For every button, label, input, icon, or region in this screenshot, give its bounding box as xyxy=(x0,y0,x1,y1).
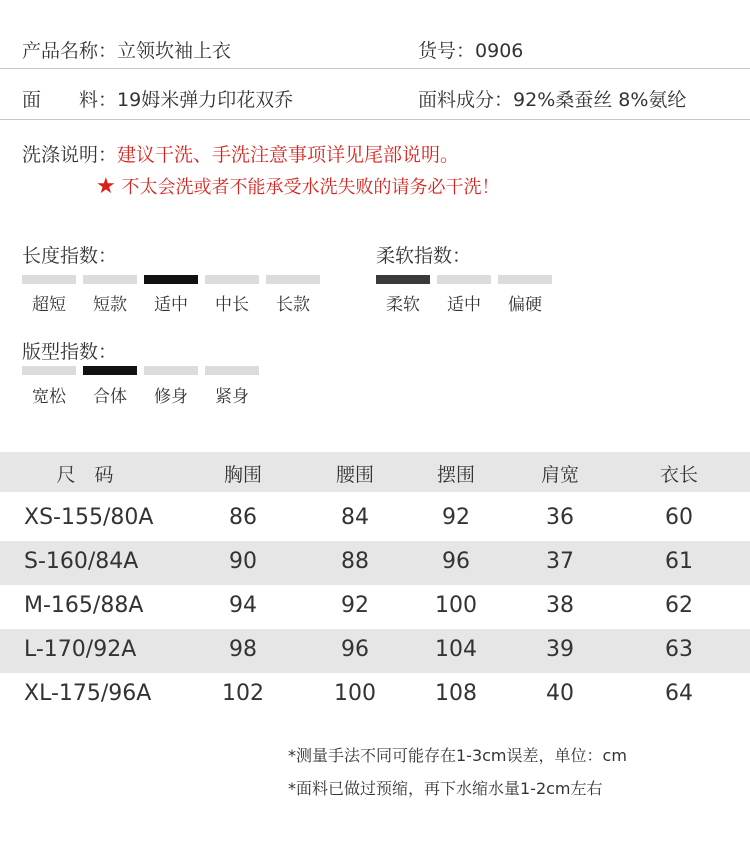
note-measurement: *测量手法不同可能存在1-3cm误差，单位：cm xyxy=(288,746,627,765)
fit-option-1: 合体 xyxy=(93,387,127,407)
length-option-1: 短款 xyxy=(93,295,127,315)
cell-hem: 108 xyxy=(435,681,477,706)
product-name-label: 产品名称： xyxy=(22,40,118,62)
divider xyxy=(0,68,750,69)
table-row xyxy=(0,585,750,629)
fit-option-2: 修身 xyxy=(154,387,188,407)
length-bar-1 xyxy=(83,275,137,284)
note-shrinkage: *面料已做过预缩，再下水缩水量1-2cm左右 xyxy=(288,779,603,798)
length-option-4: 长款 xyxy=(276,295,310,315)
softness-option-2: 偏硬 xyxy=(508,295,542,315)
table-row xyxy=(0,673,750,717)
length-bar-3 xyxy=(205,275,259,284)
cell-shoulder: 40 xyxy=(546,681,574,706)
cell-length: 64 xyxy=(665,681,693,706)
length-index-title: 长度指数： xyxy=(22,245,118,267)
washing-warning-text: 不太会洗或者不能承受水洗失败的请务必干洗！ xyxy=(121,177,500,198)
product-code-label: 货号： xyxy=(418,40,476,62)
fabric xyxy=(22,85,293,112)
header-size: 尺 码 xyxy=(56,464,114,486)
fit-bar-3 xyxy=(205,366,259,375)
washing-instructions xyxy=(22,140,459,167)
cell-size: S-160/84A xyxy=(24,549,139,574)
cell-waist: 96 xyxy=(341,637,369,662)
product-name-value: 立领坎袖上衣 xyxy=(117,40,232,62)
table-row xyxy=(0,497,750,541)
softness-bar-1 xyxy=(437,275,491,284)
length-option-2: 适中 xyxy=(154,295,188,315)
cell-waist: 100 xyxy=(334,681,376,706)
softness-index-title: 柔软指数： xyxy=(376,245,472,267)
washing-label: 洗涤说明： xyxy=(22,144,118,166)
star-icon: ★ xyxy=(96,174,116,199)
washing-warning xyxy=(96,173,499,199)
cell-chest: 86 xyxy=(229,505,257,530)
cell-waist: 92 xyxy=(341,593,369,618)
fit-option-0: 宽松 xyxy=(32,387,66,407)
cell-length: 63 xyxy=(665,637,693,662)
length-bar-4 xyxy=(266,275,320,284)
cell-size: L-170/92A xyxy=(24,637,137,662)
softness-option-0: 柔软 xyxy=(386,295,420,315)
header-chest: 胸围 xyxy=(223,464,262,486)
cell-chest: 98 xyxy=(229,637,257,662)
cell-chest: 90 xyxy=(229,549,257,574)
cell-chest: 94 xyxy=(229,593,257,618)
washing-text: 建议干洗、手洗注意事项详见尾部说明。 xyxy=(117,144,460,166)
cell-chest: 102 xyxy=(222,681,264,706)
length-option-0: 超短 xyxy=(32,295,66,315)
cell-shoulder: 37 xyxy=(546,549,574,574)
fabric-value: 19姆米弹力印花双乔 xyxy=(117,89,294,111)
length-bar-0 xyxy=(22,275,76,284)
fit-bar-2 xyxy=(144,366,198,375)
fit-bar-0 xyxy=(22,366,76,375)
composition xyxy=(418,85,686,112)
cell-length: 60 xyxy=(665,505,693,530)
cell-hem: 96 xyxy=(442,549,470,574)
header-shoulder: 肩宽 xyxy=(540,464,579,486)
fit-bar-1 xyxy=(83,366,137,375)
product-name xyxy=(22,36,231,63)
fit-index-title: 版型指数： xyxy=(22,341,118,363)
cell-hem: 92 xyxy=(442,505,470,530)
cell-shoulder: 39 xyxy=(546,637,574,662)
fabric-label: 面 料： xyxy=(22,89,118,111)
cell-hem: 100 xyxy=(435,593,477,618)
header-waist: 腰围 xyxy=(335,464,374,486)
cell-waist: 84 xyxy=(341,505,369,530)
cell-waist: 88 xyxy=(341,549,369,574)
cell-hem: 104 xyxy=(435,637,477,662)
product-code xyxy=(418,36,523,63)
header-length: 衣长 xyxy=(659,464,698,486)
cell-shoulder: 38 xyxy=(546,593,574,618)
composition-value: 92%桑蚕丝 8%氨纶 xyxy=(513,89,687,111)
cell-size: XL-175/96A xyxy=(24,681,152,706)
softness-option-1: 适中 xyxy=(447,295,481,315)
product-code-value: 0906 xyxy=(475,40,524,62)
cell-shoulder: 36 xyxy=(546,505,574,530)
length-option-3: 中长 xyxy=(215,295,249,315)
softness-bar-0 xyxy=(376,275,430,284)
cell-size: M-165/88A xyxy=(24,593,144,618)
length-bar-2 xyxy=(144,275,198,284)
cell-length: 61 xyxy=(665,549,693,574)
softness-bar-2 xyxy=(498,275,552,284)
composition-label: 面料成分： xyxy=(418,89,514,111)
table-row xyxy=(0,541,750,585)
header-hem: 摆围 xyxy=(436,464,475,486)
cell-length: 62 xyxy=(665,593,693,618)
divider xyxy=(0,119,750,120)
table-row xyxy=(0,629,750,673)
fit-option-3: 紧身 xyxy=(215,387,249,407)
cell-size: XS-155/80A xyxy=(24,505,154,530)
